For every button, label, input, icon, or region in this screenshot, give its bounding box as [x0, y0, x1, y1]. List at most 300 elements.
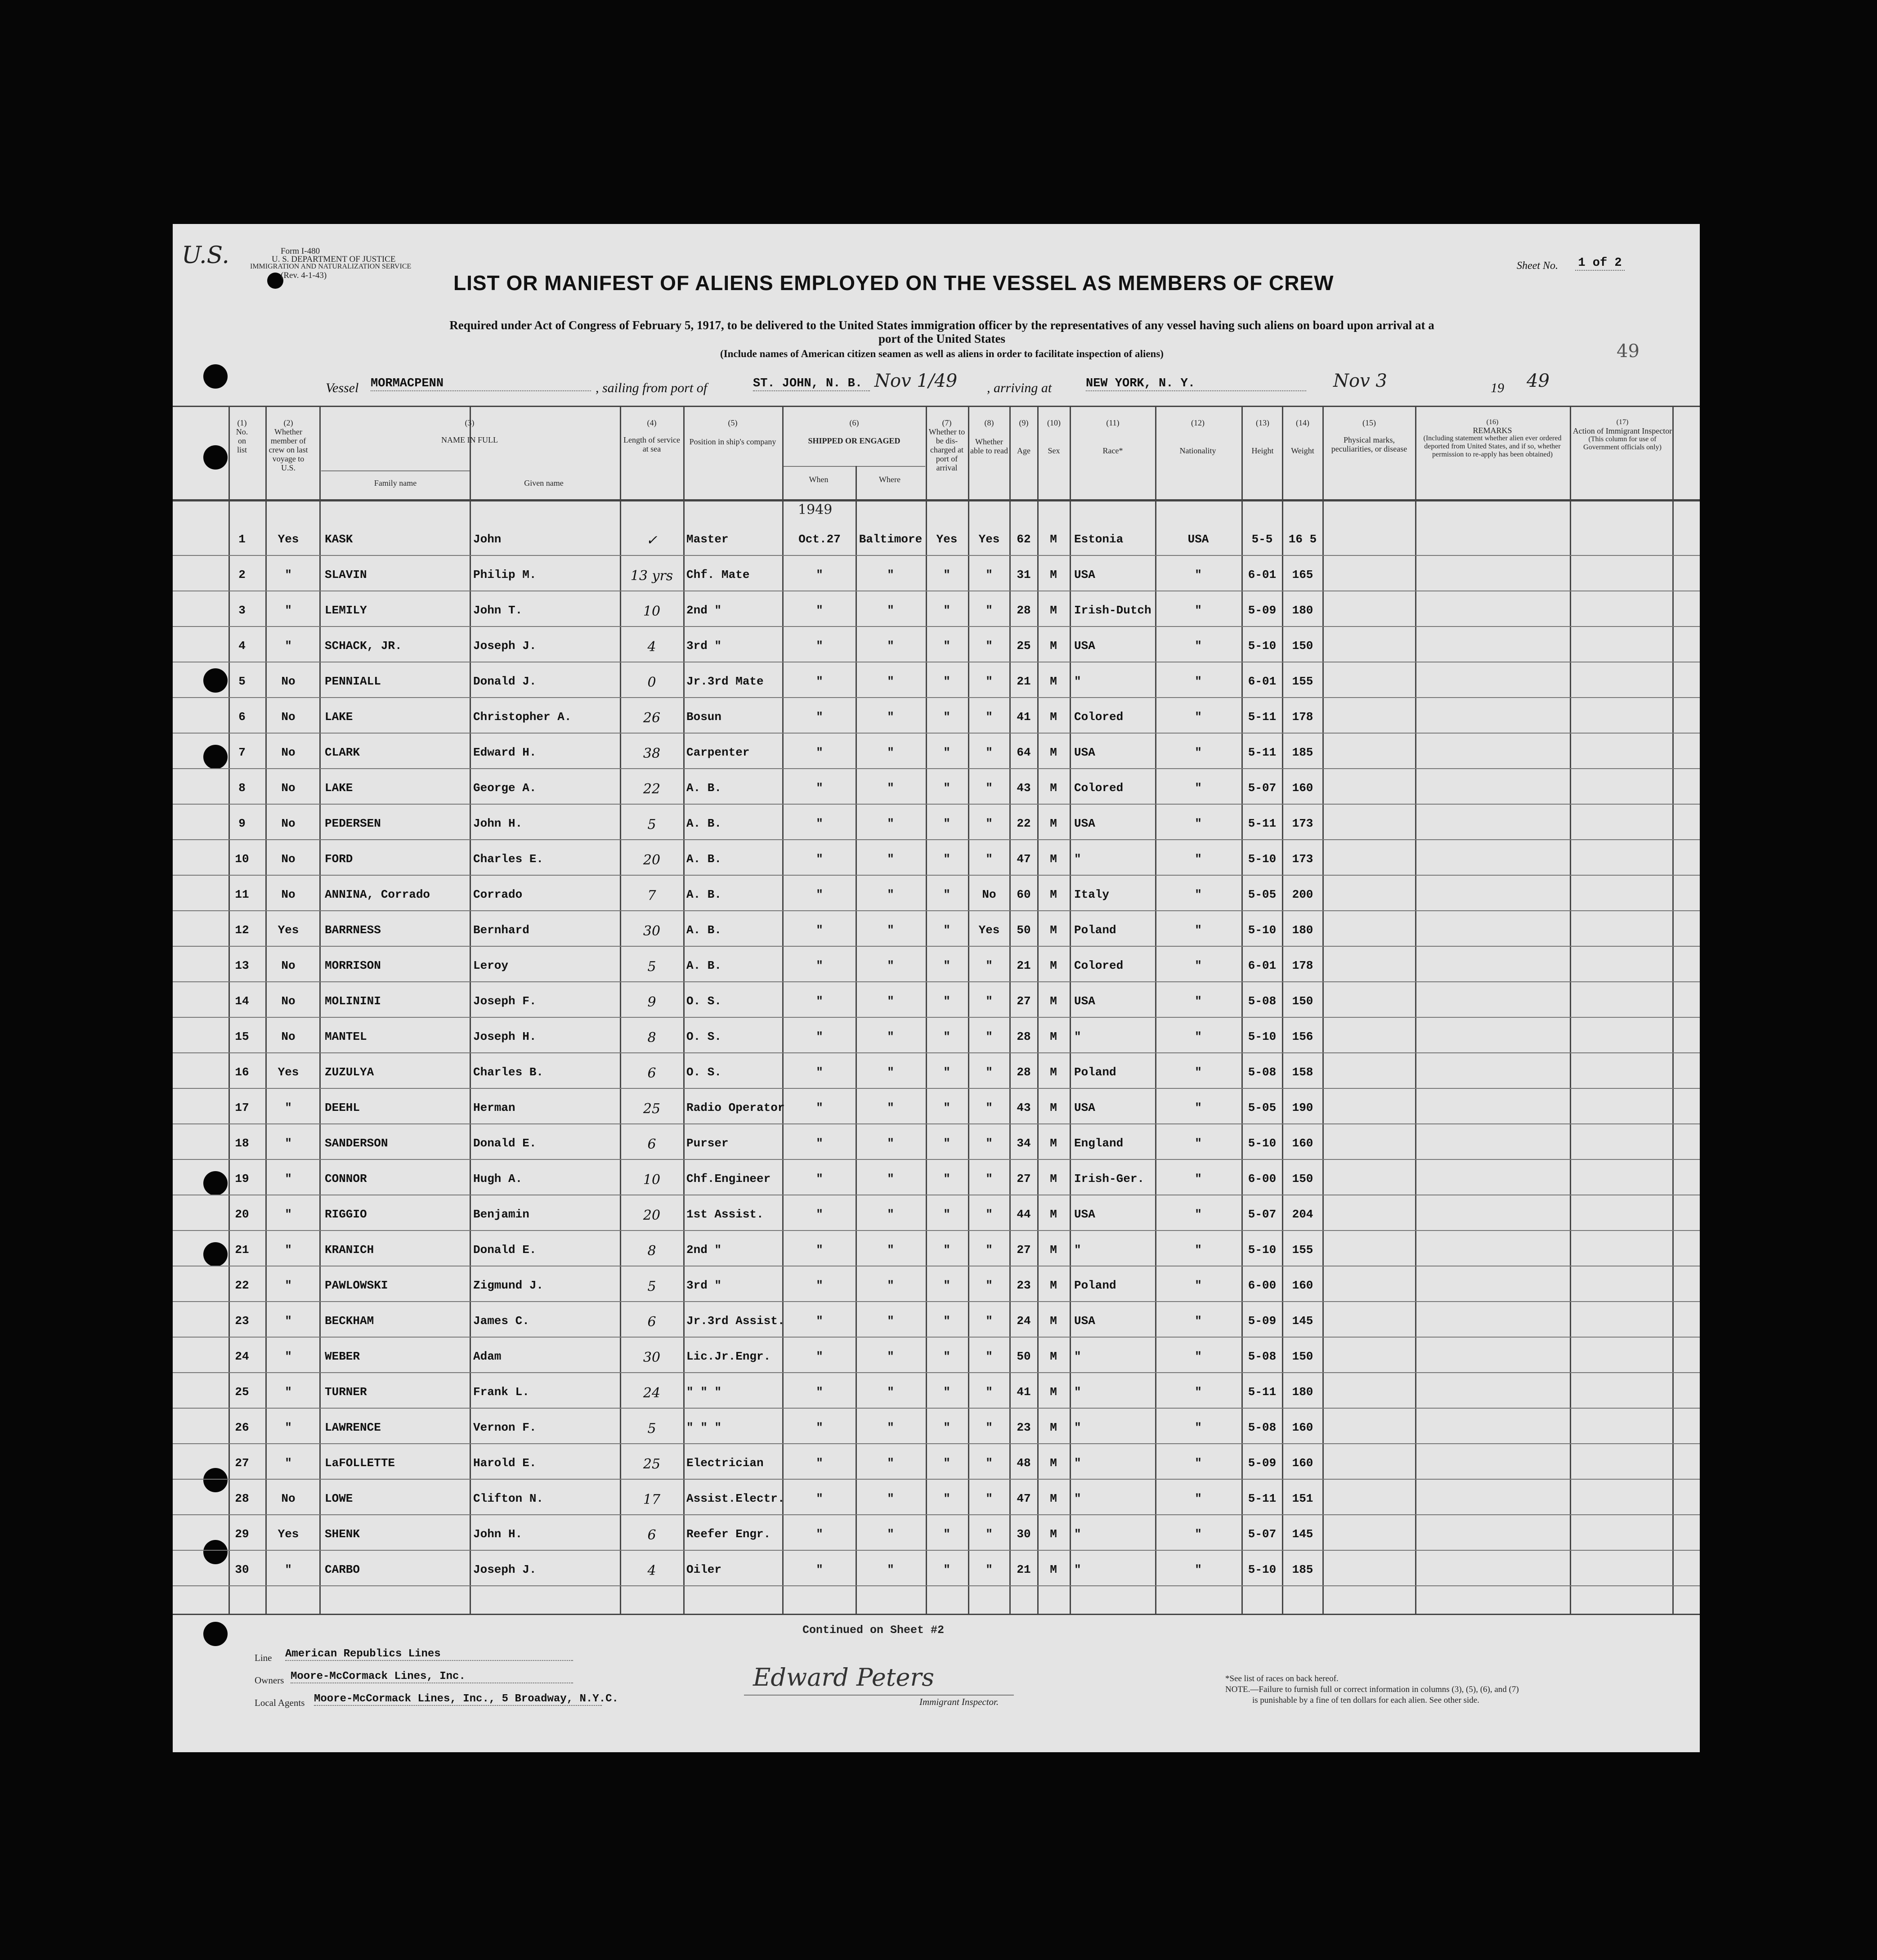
row-shipped-when: "	[816, 568, 823, 582]
agents-label: Local Agents	[255, 1697, 305, 1708]
row-age: 60	[1017, 888, 1031, 901]
row-given-name: Joseph H.	[473, 1030, 537, 1043]
row-height: 5-10	[1248, 1243, 1277, 1257]
row-height: 6-01	[1248, 959, 1277, 972]
row-race: "	[1074, 1456, 1081, 1470]
row-sex: M	[1050, 1421, 1057, 1434]
row-family-name: KASK	[325, 533, 353, 546]
line-value: American Republics Lines	[285, 1648, 573, 1661]
row-rule	[173, 1017, 1700, 1018]
row-discharged: "	[943, 1279, 950, 1292]
row-service-length: 38	[643, 746, 661, 761]
row-nationality: "	[1195, 817, 1202, 830]
row-nationality: "	[1195, 1208, 1202, 1221]
row-given-name: Donald E.	[473, 1243, 537, 1257]
row-weight: 160	[1292, 1421, 1313, 1434]
row-position: Purser	[686, 1137, 729, 1150]
row-race: Poland	[1074, 1065, 1116, 1079]
row-race: USA	[1074, 1101, 1095, 1114]
row-sex: M	[1050, 568, 1057, 582]
row-race: USA	[1074, 639, 1095, 653]
row-shipped-where: "	[887, 1208, 894, 1221]
manifest-sheet	[173, 224, 1700, 1752]
row-number: 3	[238, 604, 246, 617]
row-shipped-where: "	[887, 1421, 894, 1434]
row-weight: 160	[1292, 1279, 1313, 1292]
sheet-no-value: 1 of 2	[1575, 256, 1625, 271]
row-service-length: 6	[647, 1065, 656, 1081]
row-discharged: "	[943, 923, 950, 937]
row-number: 25	[235, 1385, 249, 1399]
races-note: *See list of races on back hereof.	[1225, 1674, 1339, 1683]
row-sex: M	[1050, 604, 1057, 617]
row-age: 50	[1017, 923, 1031, 937]
row-rule	[173, 697, 1700, 698]
row-previous-voyage: "	[285, 639, 292, 653]
row-rule	[173, 1337, 1700, 1338]
row-able-to-read: "	[986, 959, 993, 972]
row-rule	[173, 946, 1700, 947]
row-discharged: "	[943, 1208, 950, 1221]
row-nationality: "	[1195, 1172, 1202, 1186]
row-given-name: Zigmund J.	[473, 1279, 544, 1292]
row-race: Irish-Ger.	[1074, 1172, 1145, 1186]
row-rule	[173, 626, 1700, 627]
row-weight: 185	[1292, 1563, 1313, 1576]
row-family-name: SCHACK, JR.	[325, 639, 402, 653]
row-rule	[173, 1408, 1700, 1409]
row-shipped-where: "	[887, 817, 894, 830]
row-height: 5-08	[1248, 1421, 1277, 1434]
row-weight: 160	[1292, 1456, 1313, 1470]
row-position: A. B.	[686, 959, 722, 972]
row-race: "	[1074, 1527, 1081, 1541]
row-previous-voyage: "	[285, 1279, 292, 1292]
row-nationality: "	[1195, 781, 1202, 795]
col8-header: (8) Whether able to read	[970, 418, 1008, 455]
row-nationality: "	[1195, 959, 1202, 972]
row-given-name: Benjamin	[473, 1208, 529, 1221]
row-weight: 16 5	[1288, 533, 1317, 546]
row-race: "	[1074, 1350, 1081, 1363]
row-nationality: "	[1195, 1030, 1202, 1043]
signature-line	[744, 1695, 1014, 1696]
row-shipped-where: "	[887, 675, 894, 688]
page-title: LIST OR MANIFEST OF ALIENS EMPLOYED ON THE VESSEL AS MEMBERS OF CREW	[453, 271, 1334, 295]
row-race: "	[1074, 1492, 1081, 1505]
vessel-label: Vessel	[326, 380, 359, 395]
row-family-name: LOWE	[325, 1492, 353, 1505]
row-family-name: MANTEL	[325, 1030, 367, 1043]
row-race: "	[1074, 1243, 1081, 1257]
row-position: Master	[686, 533, 729, 546]
row-discharged: "	[943, 568, 950, 582]
row-shipped-when: "	[816, 1385, 823, 1399]
row-sex: M	[1050, 994, 1057, 1008]
row-service-length: ✓	[646, 533, 658, 548]
row-shipped-where: "	[887, 1527, 894, 1541]
row-able-to-read: Yes	[978, 533, 1000, 546]
row-number: 18	[235, 1137, 249, 1150]
row-shipped-where: "	[887, 1350, 894, 1363]
row-weight: 200	[1292, 888, 1313, 901]
row-race: "	[1074, 852, 1081, 866]
punch-hole	[203, 445, 228, 470]
row-able-to-read: "	[986, 1172, 993, 1186]
row-able-to-read: Yes	[978, 923, 1000, 937]
row-given-name: Joseph F.	[473, 994, 537, 1008]
row-shipped-where: "	[887, 1314, 894, 1328]
row-nationality: "	[1195, 923, 1202, 937]
col4-header: (4) Length of service at sea	[623, 418, 680, 453]
row-height: 5-10	[1248, 923, 1277, 937]
row-number: 20	[235, 1208, 249, 1221]
row-height: 5-07	[1248, 1208, 1277, 1221]
row-family-name: SHENK	[325, 1527, 360, 1541]
row-weight: 160	[1292, 781, 1313, 795]
row-family-name: PENNIALL	[325, 675, 381, 688]
row-position: Lic.Jr.Engr.	[686, 1350, 771, 1363]
row-able-to-read: "	[986, 1385, 993, 1399]
row-sex: M	[1050, 1030, 1057, 1043]
row-shipped-when: "	[816, 1208, 823, 1221]
row-nationality: "	[1195, 710, 1202, 724]
row-able-to-read: "	[986, 1279, 993, 1292]
row-sex: M	[1050, 888, 1057, 901]
row-position: Bosun	[686, 710, 722, 724]
row-shipped-when: "	[816, 1456, 823, 1470]
row-shipped-where: "	[887, 1456, 894, 1470]
row-age: 41	[1017, 1385, 1031, 1399]
col7-header: (7) Whether to be dis-charged at port of arrival	[928, 418, 965, 472]
row-height: 5-08	[1248, 1065, 1277, 1079]
row-given-name: Harold E.	[473, 1456, 537, 1470]
row-age: 64	[1017, 746, 1031, 759]
row-position: 3rd "	[686, 639, 722, 653]
inspector-signature: Edward Peters	[753, 1663, 934, 1692]
year-prefix: 19	[1491, 380, 1504, 395]
row-family-name: DEEHL	[325, 1101, 360, 1114]
row-given-name: John T.	[473, 604, 523, 617]
row-family-name: SLAVIN	[325, 568, 367, 582]
row-shipped-where: "	[887, 1137, 894, 1150]
row-family-name: MORRISON	[325, 959, 381, 972]
row-nationality: "	[1195, 639, 1202, 653]
row-service-length: 5	[647, 817, 656, 832]
row-discharged: "	[943, 639, 950, 653]
row-number: 22	[235, 1279, 249, 1292]
row-discharged: "	[943, 1243, 950, 1257]
col3a-header: Family name	[374, 479, 417, 488]
row-nationality: "	[1195, 1492, 1202, 1505]
row-position: " " "	[686, 1421, 722, 1434]
row-service-length: 24	[643, 1385, 661, 1401]
row-sex: M	[1050, 675, 1057, 688]
col14-header: (14) Weight	[1291, 418, 1314, 455]
row-given-name: George A.	[473, 781, 537, 795]
row-weight: 155	[1292, 675, 1313, 688]
row-weight: 180	[1292, 604, 1313, 617]
row-position: Carpenter	[686, 746, 750, 759]
column-rule	[1415, 406, 1416, 1614]
row-given-name: James C.	[473, 1314, 529, 1328]
col3b-header: Given name	[524, 479, 564, 488]
row-sex: M	[1050, 852, 1057, 866]
row-number: 28	[235, 1492, 249, 1505]
row-shipped-when: "	[816, 852, 823, 866]
row-able-to-read: "	[986, 781, 993, 795]
row-shipped-when: "	[816, 1350, 823, 1363]
arriving-port: NEW YORK, N. Y.	[1086, 377, 1306, 391]
row-number: 21	[235, 1243, 249, 1257]
row-race: USA	[1074, 568, 1095, 582]
row-shipped-when: "	[816, 1279, 823, 1292]
row-shipped-when: "	[816, 959, 823, 972]
row-position: Reefer Engr.	[686, 1527, 771, 1541]
row-able-to-read: "	[986, 852, 993, 866]
row-nationality: "	[1195, 1101, 1202, 1114]
row-shipped-where: "	[887, 1101, 894, 1114]
row-rule	[173, 555, 1700, 556]
row-able-to-read: "	[986, 817, 993, 830]
column-rule	[1672, 406, 1674, 1614]
row-sex: M	[1050, 1243, 1057, 1257]
row-rule	[173, 804, 1700, 805]
row-previous-voyage: "	[285, 1137, 292, 1150]
row-age: 24	[1017, 1314, 1031, 1328]
row-height: 5-05	[1248, 1101, 1277, 1114]
row-nationality: "	[1195, 1279, 1202, 1292]
row-given-name: John H.	[473, 817, 523, 830]
row-service-length: 4	[647, 639, 656, 655]
row-shipped-when: Oct.27	[798, 533, 841, 546]
row-discharged: "	[943, 1030, 950, 1043]
row-family-name: CLARK	[325, 746, 360, 759]
row-rule	[173, 981, 1700, 982]
row-age: 50	[1017, 1350, 1031, 1363]
row-weight: 151	[1292, 1492, 1313, 1505]
row-age: 21	[1017, 959, 1031, 972]
row-shipped-where: "	[887, 1065, 894, 1079]
row-shipped-where: "	[887, 1492, 894, 1505]
row-number: 14	[235, 994, 249, 1008]
row-rule	[173, 1550, 1700, 1551]
row-position: A. B.	[686, 817, 722, 830]
department: U. S. DEPARTMENT OF JUSTICE	[272, 255, 396, 264]
row-given-name: Joseph J.	[473, 1563, 537, 1576]
row-previous-voyage: Yes	[278, 923, 299, 937]
row-service-length: 5	[647, 959, 656, 975]
inspector-label: Immigrant Inspector.	[919, 1696, 999, 1707]
row-family-name: ZUZULYA	[325, 1065, 374, 1079]
row-previous-voyage: "	[285, 1101, 292, 1114]
row-given-name: Adam	[473, 1350, 502, 1363]
row-weight: 156	[1292, 1030, 1313, 1043]
row-previous-voyage: "	[285, 1243, 292, 1257]
row-previous-voyage: No	[281, 675, 296, 688]
row-shipped-where: "	[887, 1172, 894, 1186]
row-shipped-when: "	[816, 1492, 823, 1505]
row-number: 11	[235, 888, 249, 901]
row-able-to-read: "	[986, 675, 993, 688]
row-able-to-read: "	[986, 1563, 993, 1576]
row-weight: 158	[1292, 1065, 1313, 1079]
page-number: 49	[1617, 341, 1640, 362]
row-number: 16	[235, 1065, 249, 1079]
col16-header: (16) REMARKS (Including statement whether alien ever ordered deported from United States, and if so, whether permission to re-apply has been obtained)	[1423, 418, 1562, 458]
row-age: 21	[1017, 1563, 1031, 1576]
row-number: 8	[238, 781, 246, 795]
subtitle-line-2: port of the United States	[878, 332, 1005, 345]
row-race: Colored	[1074, 959, 1124, 972]
row-able-to-read: "	[986, 1208, 993, 1221]
row-shipped-where: "	[887, 959, 894, 972]
service-name: IMMIGRATION AND NATURALIZATION SERVICE	[250, 263, 412, 270]
row-sex: M	[1050, 710, 1057, 724]
row-rule	[173, 839, 1700, 840]
line-label: Line	[255, 1652, 272, 1663]
row-nationality: "	[1195, 1243, 1202, 1257]
row-nationality: "	[1195, 1456, 1202, 1470]
row-family-name: CARBO	[325, 1563, 360, 1576]
row-rule	[173, 1372, 1700, 1373]
col15-header: (15) Physical marks, peculiarities, or disease	[1331, 418, 1407, 453]
row-height: 6-01	[1248, 675, 1277, 688]
row-service-length: 6	[647, 1527, 656, 1543]
row-family-name: LEMILY	[325, 604, 367, 617]
punch-hole	[203, 1540, 228, 1564]
row-shipped-when: "	[816, 1314, 823, 1328]
row-family-name: LAWRENCE	[325, 1421, 381, 1434]
row-previous-voyage: Yes	[278, 1065, 299, 1079]
row-shipped-when: "	[816, 1065, 823, 1079]
punch-hole	[203, 1468, 228, 1492]
row-able-to-read: "	[986, 568, 993, 582]
row-service-length: 9	[647, 994, 656, 1010]
row-given-name: Bernhard	[473, 923, 529, 937]
arriving-label: , arriving at	[987, 380, 1052, 395]
row-number: 5	[238, 675, 246, 688]
row-previous-voyage: "	[285, 1208, 292, 1221]
row-sex: M	[1050, 533, 1057, 546]
row-nationality: "	[1195, 1421, 1202, 1434]
row-given-name: Charles B.	[473, 1065, 544, 1079]
row-service-length: 5	[647, 1279, 656, 1294]
row-shipped-when: "	[816, 1243, 823, 1257]
row-able-to-read: "	[986, 1492, 993, 1505]
row-shipped-when: "	[816, 1030, 823, 1043]
row-weight: 150	[1292, 1350, 1313, 1363]
row-service-length: 25	[643, 1101, 661, 1117]
row-previous-voyage: "	[285, 568, 292, 582]
row-age: 23	[1017, 1279, 1031, 1292]
row-service-length: 6	[647, 1314, 656, 1330]
row-nationality: "	[1195, 1563, 1202, 1576]
owners-value: Moore-McCormack Lines, Inc.	[291, 1670, 573, 1683]
row-age: 23	[1017, 1421, 1031, 1434]
row-able-to-read: "	[986, 1456, 993, 1470]
row-race: "	[1074, 1030, 1081, 1043]
row-sex: M	[1050, 1563, 1057, 1576]
row-nationality: "	[1195, 568, 1202, 582]
row-family-name: ANNINA, Corrado	[325, 888, 430, 901]
row-family-name: BECKHAM	[325, 1314, 374, 1328]
row-age: 27	[1017, 1172, 1031, 1186]
row-weight: 150	[1292, 639, 1313, 653]
row-sex: M	[1050, 746, 1057, 759]
row-discharged: "	[943, 675, 950, 688]
row-shipped-where: "	[887, 781, 894, 795]
row-sex: M	[1050, 1527, 1057, 1541]
row-shipped-when: "	[816, 1563, 823, 1576]
row-shipped-where: "	[887, 888, 894, 901]
row-sex: M	[1050, 1065, 1057, 1079]
row-given-name: Donald J.	[473, 675, 537, 688]
row-able-to-read: "	[986, 1030, 993, 1043]
row-sex: M	[1050, 1172, 1057, 1186]
year-note: 1949	[798, 502, 833, 518]
row-age: 22	[1017, 817, 1031, 830]
row-age: 30	[1017, 1527, 1031, 1541]
row-discharged: "	[943, 1421, 950, 1434]
row-discharged: "	[943, 1456, 950, 1470]
row-shipped-when: "	[816, 817, 823, 830]
row-able-to-read: "	[986, 1314, 993, 1328]
row-race: Colored	[1074, 710, 1124, 724]
row-nationality: "	[1195, 1065, 1202, 1079]
row-nationality: "	[1195, 888, 1202, 901]
row-service-length: 10	[643, 1172, 661, 1188]
row-shipped-where: Baltimore	[859, 533, 923, 546]
row-discharged: "	[943, 1350, 950, 1363]
row-position: 3rd "	[686, 1279, 722, 1292]
row-service-length: 5	[647, 1421, 656, 1436]
row-discharged: "	[943, 1527, 950, 1541]
column-rule	[265, 406, 267, 1614]
punch-hole	[203, 364, 228, 389]
row-sex: M	[1050, 1279, 1057, 1292]
row-number: 17	[235, 1101, 249, 1114]
row-previous-voyage: "	[285, 1456, 292, 1470]
col6-header: (6) SHIPPED OR ENGAGED	[808, 418, 900, 445]
row-nationality: "	[1195, 1314, 1202, 1328]
row-rule	[173, 1088, 1700, 1089]
row-number: 15	[235, 1030, 249, 1043]
row-family-name: SANDERSON	[325, 1137, 388, 1150]
row-family-name: CONNOR	[325, 1172, 367, 1186]
row-weight: 160	[1292, 1137, 1313, 1150]
margin-mark: U.S.	[182, 242, 229, 269]
row-number: 1	[238, 533, 246, 546]
row-discharged: "	[943, 959, 950, 972]
row-service-length: 13 yrs	[630, 568, 673, 584]
row-position: 2nd "	[686, 604, 722, 617]
row-service-length: 22	[643, 781, 661, 797]
row-number: 9	[238, 817, 246, 830]
row-family-name: BARRNESS	[325, 923, 381, 937]
row-given-name: Charles E.	[473, 852, 544, 866]
row-discharged: "	[943, 1492, 950, 1505]
row-number: 13	[235, 959, 249, 972]
header-bottom-rule	[173, 499, 1700, 501]
row-sex: M	[1050, 959, 1057, 972]
column-rule	[1070, 406, 1071, 1614]
year-suffix: 49	[1527, 371, 1550, 391]
col6b-header: Where	[879, 475, 900, 484]
row-weight: 190	[1292, 1101, 1313, 1114]
row-service-length: 30	[643, 923, 661, 939]
row-height: 5-07	[1248, 1527, 1277, 1541]
